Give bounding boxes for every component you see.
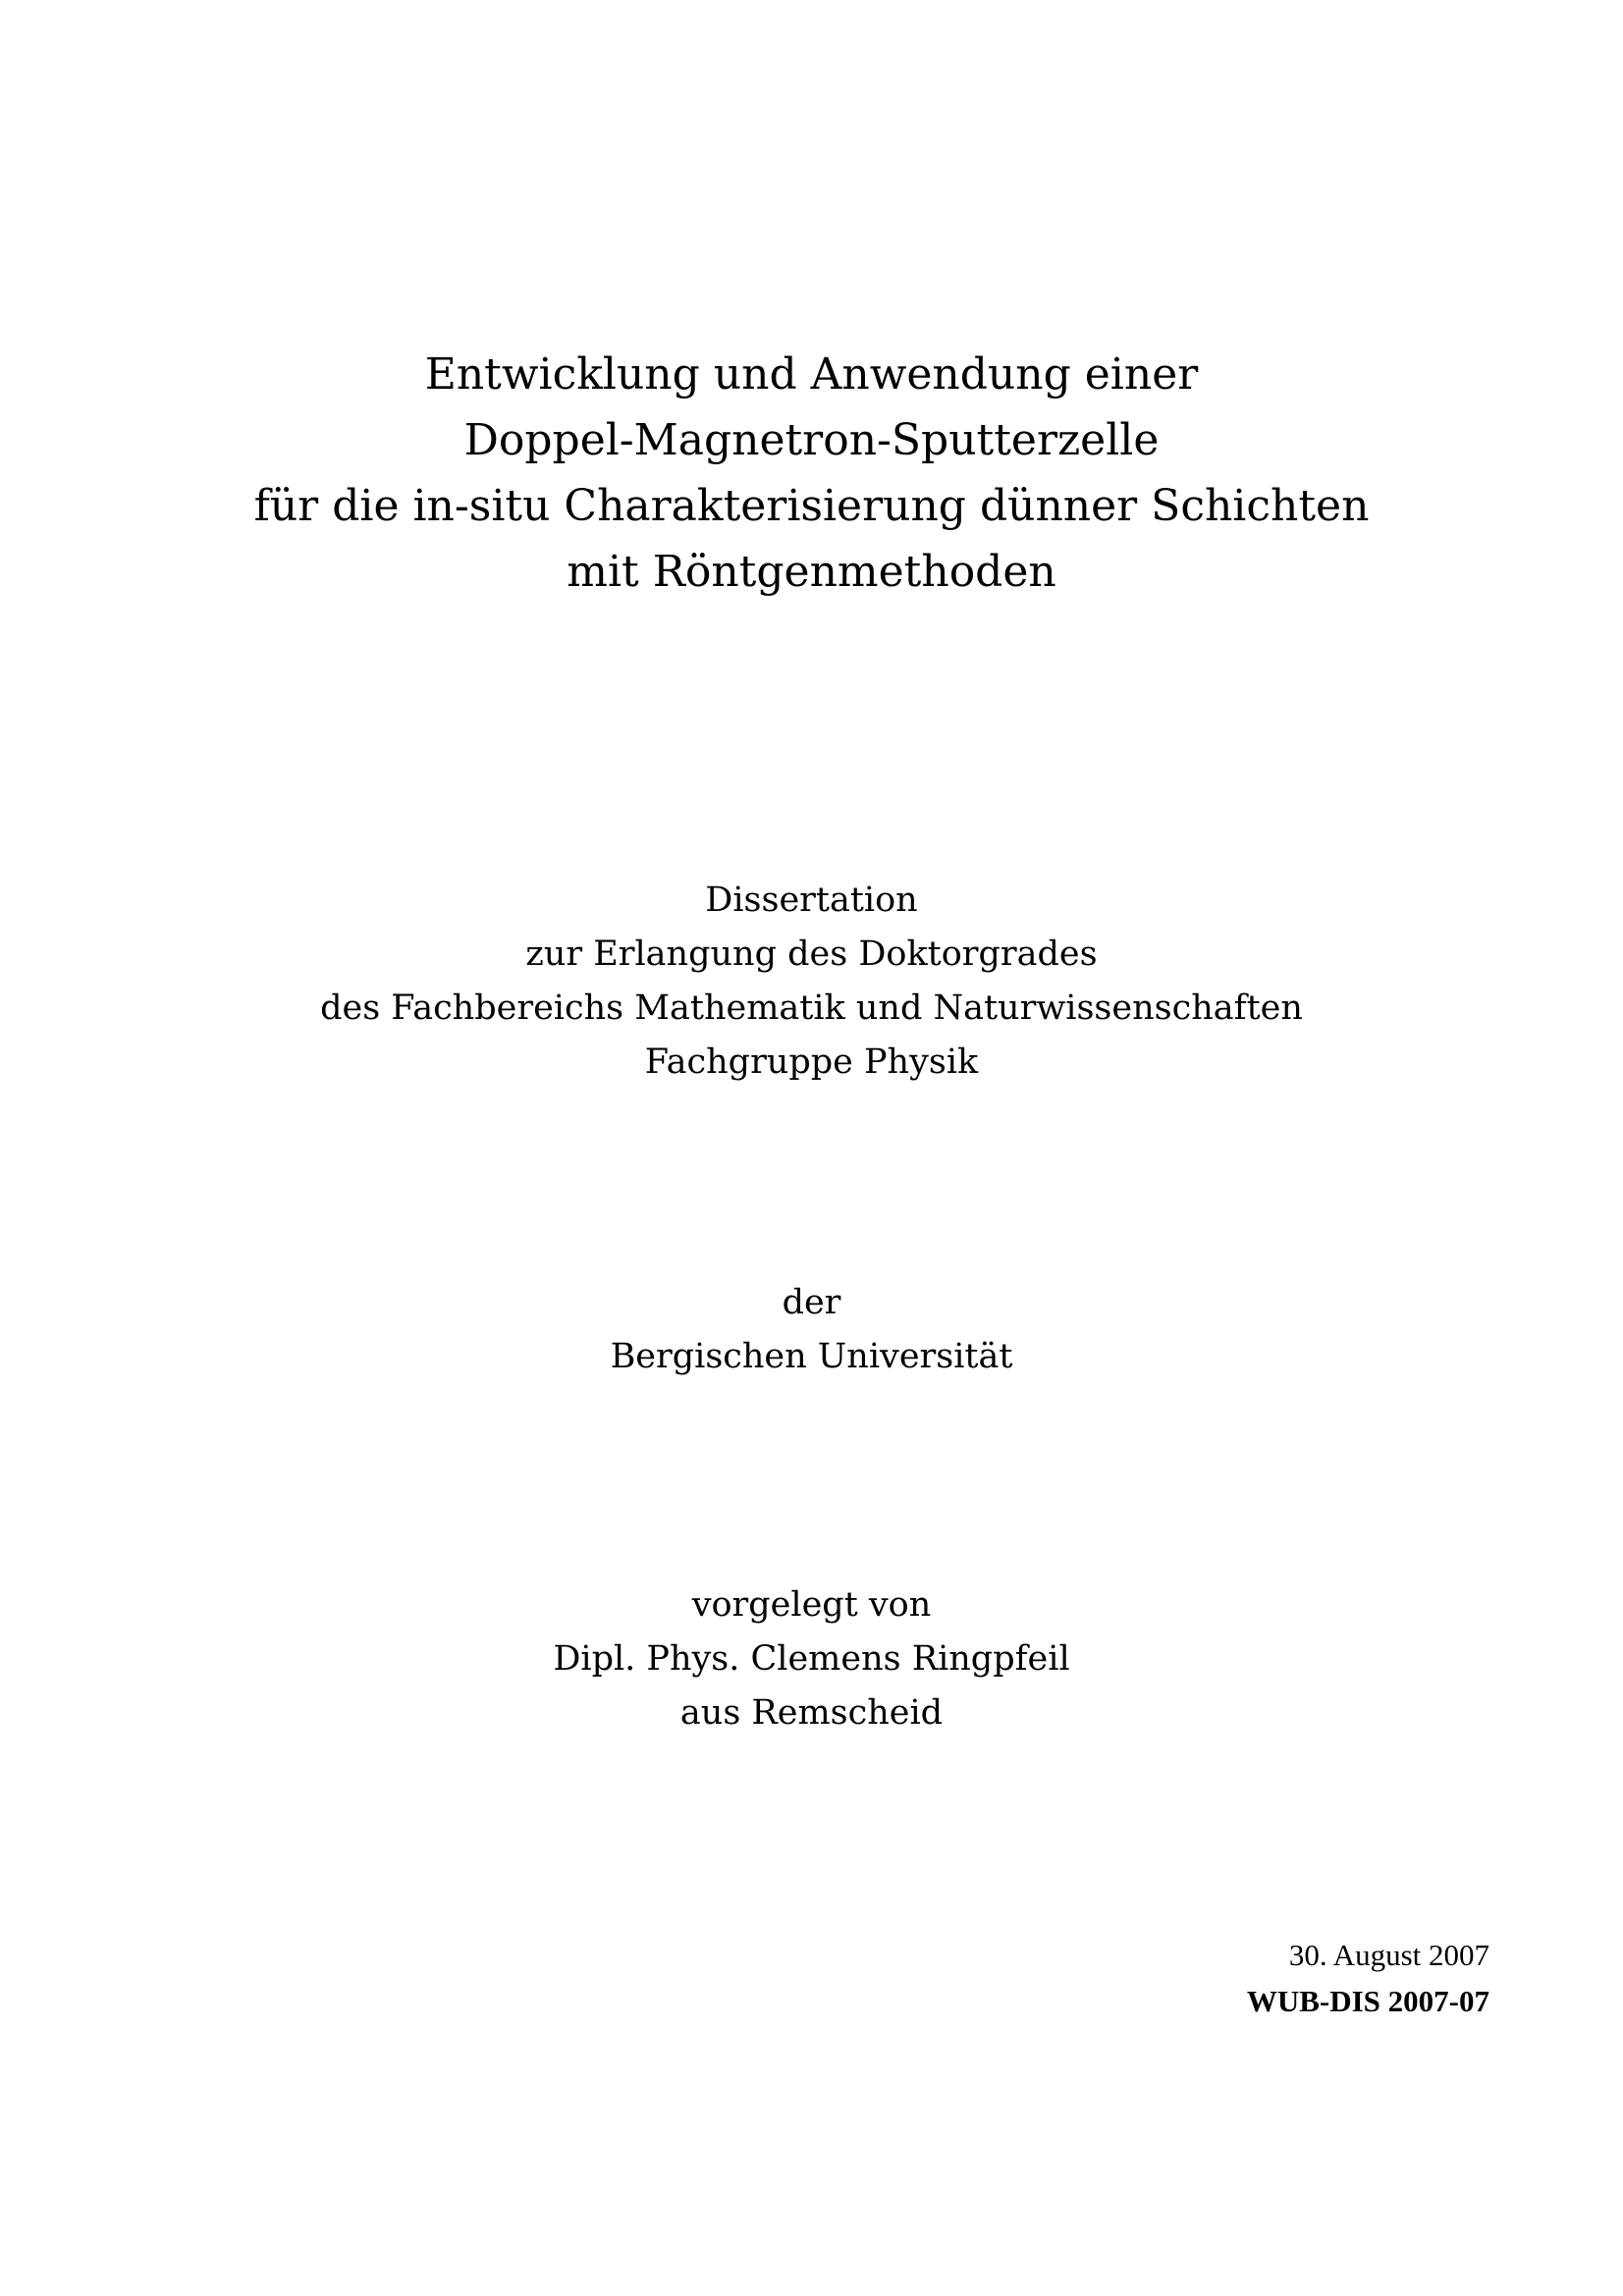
dissertation-line-2: zur Erlangung des Doktorgrades xyxy=(525,934,1098,974)
title-line-1: Entwicklung und Anwendung einer xyxy=(424,349,1199,400)
thesis-title xyxy=(0,342,1623,605)
author-line-1: vorgelegt von xyxy=(691,1585,932,1625)
university-line-1: der xyxy=(782,1283,841,1322)
university-line-2: Bergischen Universität xyxy=(610,1337,1013,1376)
dissertation-line-1: Dissertation xyxy=(705,881,918,920)
dissertation-line-3: des Fachbereichs Mathematik und Naturwissenschaften xyxy=(320,988,1303,1028)
university-block xyxy=(0,1276,1623,1384)
author-line-2: Dipl. Phys. Clemens Ringpfeil xyxy=(553,1639,1070,1679)
dissertation-line-4: Fachgruppe Physik xyxy=(644,1042,979,1082)
title-line-4: mit Röntgenmethoden xyxy=(567,547,1056,597)
author-block xyxy=(0,1578,1623,1740)
dissertation-statement xyxy=(0,874,1623,1090)
submission-date: 30. August 2007 xyxy=(1288,1938,1489,1972)
title-line-3: für die in-situ Charakterisierung dünner Schichten xyxy=(253,481,1370,531)
date-report-block xyxy=(1247,1932,1489,2024)
report-number: WUB-DIS 2007-07 xyxy=(1246,1984,1489,2018)
title-line-2: Doppel-Magnetron-Sputterzelle xyxy=(463,415,1160,465)
author-line-3: aus Remscheid xyxy=(679,1693,944,1733)
